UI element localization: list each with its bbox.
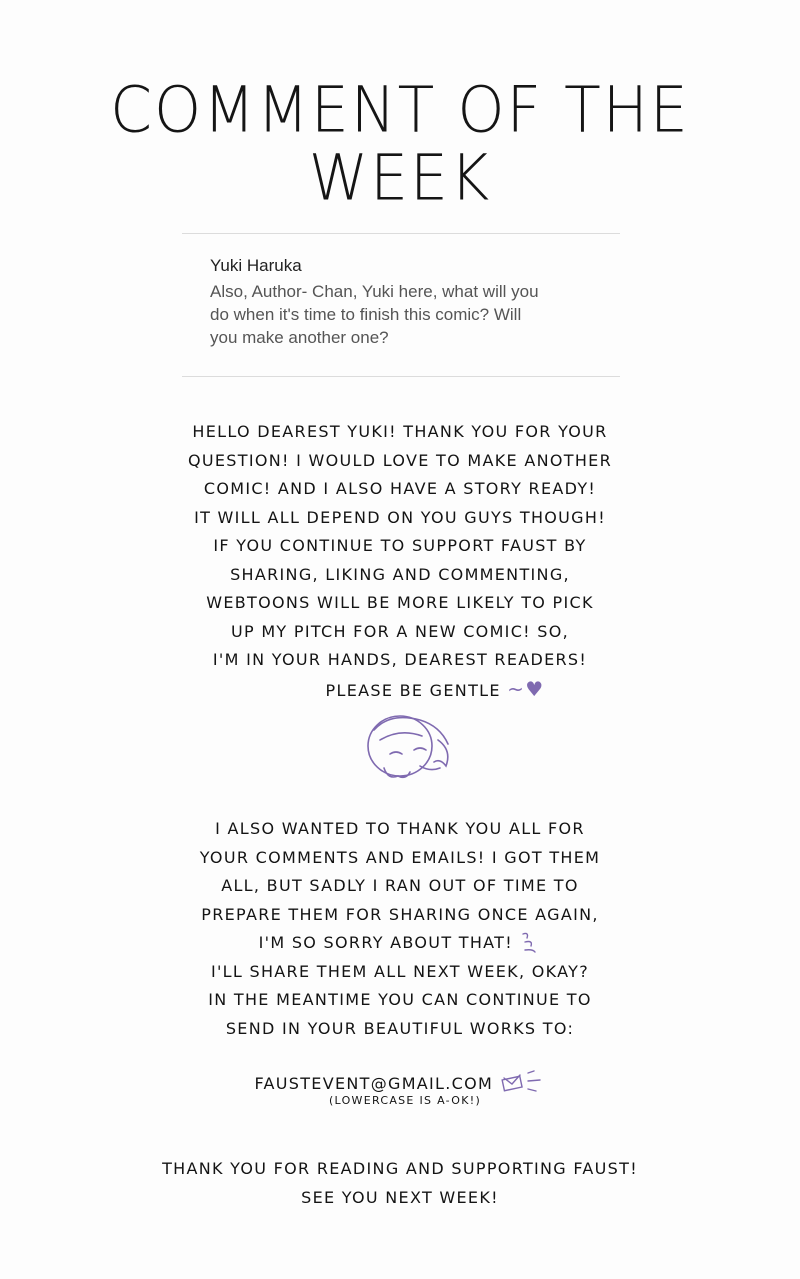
reply-line: HELLO DEAREST YUKI! THANK YOU FOR YOUR [192, 422, 608, 441]
thanks-text [0, 815, 800, 1043]
reply-closing [0, 675, 800, 704]
thanks-line: I'LL SHARE THEM ALL NEXT WEEK, OKAY? [210, 961, 590, 981]
comment-line: do when it's time to finish this comic? Will [210, 305, 522, 324]
comment-line: you make another one? [210, 328, 389, 347]
thanks-line: I ALSO WANTED TO THANK YOU ALL FOR [215, 819, 585, 838]
thanks-line: IN THE MEANTIME YOU CAN CONTINUE TO [208, 990, 592, 1009]
contact-email[interactable]: FAUSTEVENT@GMAIL.COM [254, 1074, 494, 1093]
envelope-icon [500, 1069, 546, 1095]
divider-top [182, 233, 620, 234]
thanks-line: SEND IN YOUR BEAUTIFUL WORKS TO: [225, 1018, 575, 1038]
comment-line: Also, Author- Chan, Yuki here, what will you [210, 282, 539, 301]
apology-text: I'M SO SORRY ABOUT THAT! [258, 933, 513, 952]
signoff-line: THANK YOU FOR READING AND SUPPORTING FAUST! [162, 1159, 638, 1178]
contact-block [0, 1069, 800, 1110]
reply-line: SHARING, LIKING AND COMMENTING, [230, 564, 570, 584]
closing-text: PLEASE BE GENTLE [325, 680, 501, 700]
reply-text [0, 418, 800, 703]
reply-line: WEBTOONS WILL BE MORE LIKELY TO PICK [206, 593, 594, 612]
reply-line: I'M IN YOUR HANDS, DEAREST READERS! [212, 650, 588, 669]
reply-line: UP MY PITCH FOR A NEW COMIC! SO, [230, 621, 569, 641]
title-line-1: COMMENT OF THE [110, 73, 690, 147]
title-line-2: WEEK [308, 141, 492, 216]
thanks-line: PREPARE THEM FOR SHARING ONCE AGAIN, [201, 904, 599, 924]
thanks-line [0, 929, 800, 958]
signoff-line: SEE YOU NEXT WEEK! [301, 1187, 499, 1207]
heart-icon: ~♥ [507, 676, 545, 701]
reply-line: COMIC! AND I ALSO HAVE A STORY READY! [203, 479, 597, 498]
comment-card [210, 256, 610, 349]
thanks-line: YOUR COMMENTS AND EMAILS! I GOT THEM [199, 847, 601, 867]
reply-line: IT WILL ALL DEPEND ON YOU GUYS THOUGH! [194, 507, 606, 527]
comment-author: Yuki Haruka [210, 256, 302, 275]
reply-line: IF YOU CONTINUE TO SUPPORT FAUST BY [213, 536, 587, 555]
sweat-drops-icon [519, 930, 541, 954]
reply-line: QUESTION! I WOULD LOVE TO MAKE ANOTHER [187, 450, 612, 470]
contact-note: (LOWERCASE IS A-OK!) [328, 1093, 482, 1107]
thanks-line: ALL, BUT SADLY I RAN OUT OF TIME TO [221, 876, 579, 895]
signoff-text [0, 1155, 800, 1212]
chibi-face-doodle [360, 710, 460, 785]
divider-bottom [182, 376, 620, 377]
